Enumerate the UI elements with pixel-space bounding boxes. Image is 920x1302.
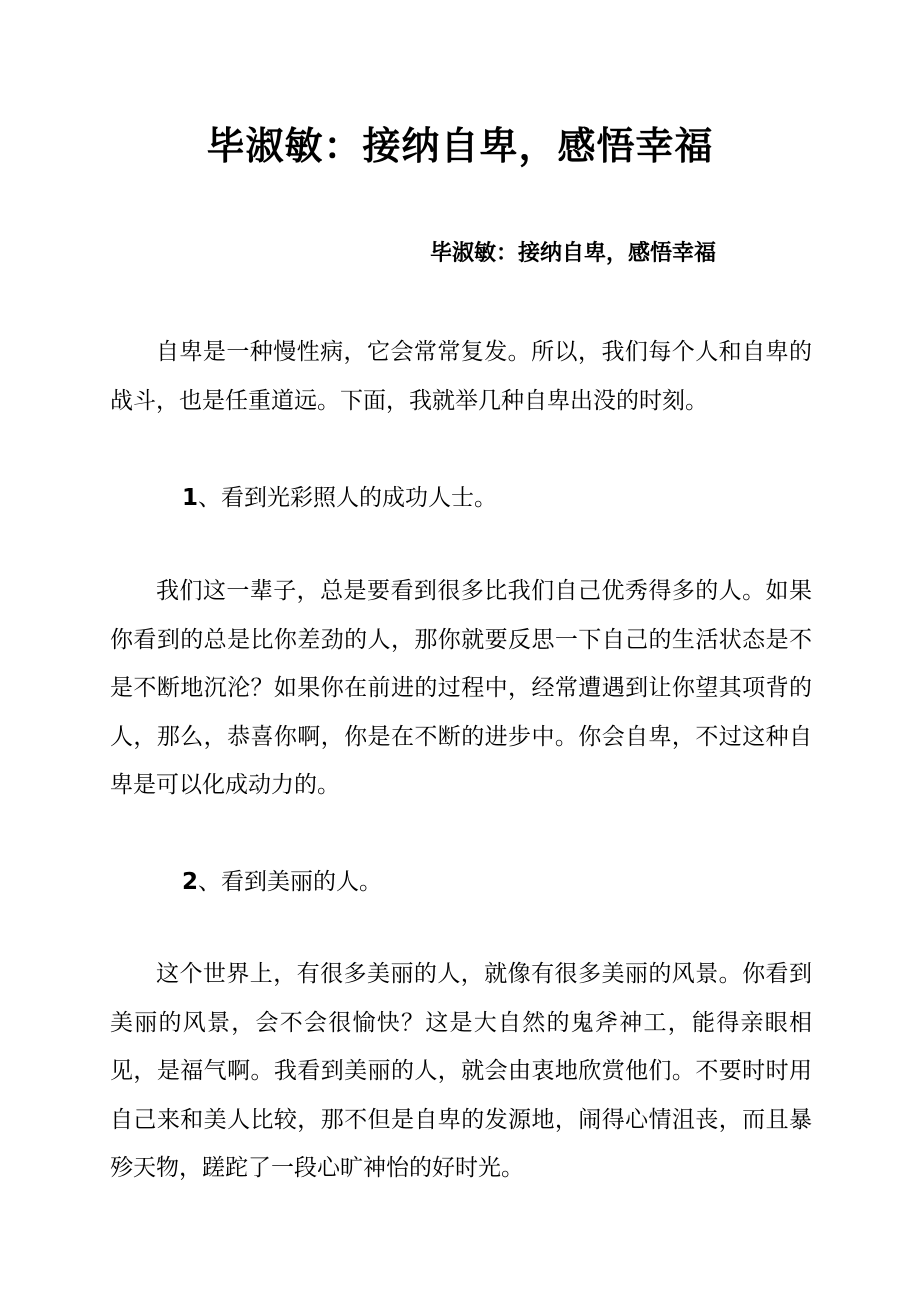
section-heading-text: 、看到美丽的人。	[198, 869, 383, 895]
paragraph-beautiful-people: 这个世界上，有很多美丽的人，就像有很多美丽的风景。你看到美丽的风景，会不会很愉快？这是大自然的鬼斧神工，能得亲眼相见，是福气啊。我看到美丽的人，就会由衷地欣赏他们。不要时时用自己来和美人比较，那不但是自卑的发源地，闹得心情沮丧，而且暴殄天物，蹉跎了一段心旷神怡的好时光。	[110, 961, 812, 1181]
page-title: 毕淑敏：接纳自卑，感悟幸福	[206, 124, 714, 168]
section-number: 2	[182, 869, 199, 895]
section-heading-text: 、看到光彩照人的成功人士。	[198, 485, 498, 511]
section-number: 1	[182, 485, 199, 511]
subtitle: 毕淑敏：接纳自卑，感悟幸福	[430, 241, 717, 266]
section-heading-1	[182, 478, 822, 518]
paragraph-successful-people: 我们这一辈子，总是要看到很多比我们自己优秀得多的人。如果你看到的总是比你差劲的人，那你就要反思一下自己的生活状态是不是不断地沉沦？如果你在前进的过程中，经常遭遇到让你望其项背的人，那么，恭喜你啊，你是在不断的进步中。你会自卑，不过这种自卑是可以化成动力的。	[110, 578, 812, 798]
paragraph-intro: 自卑是一种慢性病，它会常常复发。所以，我们每个人和自卑的战斗，也是任重道远。下面，我就举几种自卑出没的时刻。	[110, 339, 812, 414]
section-heading-2	[182, 862, 822, 902]
